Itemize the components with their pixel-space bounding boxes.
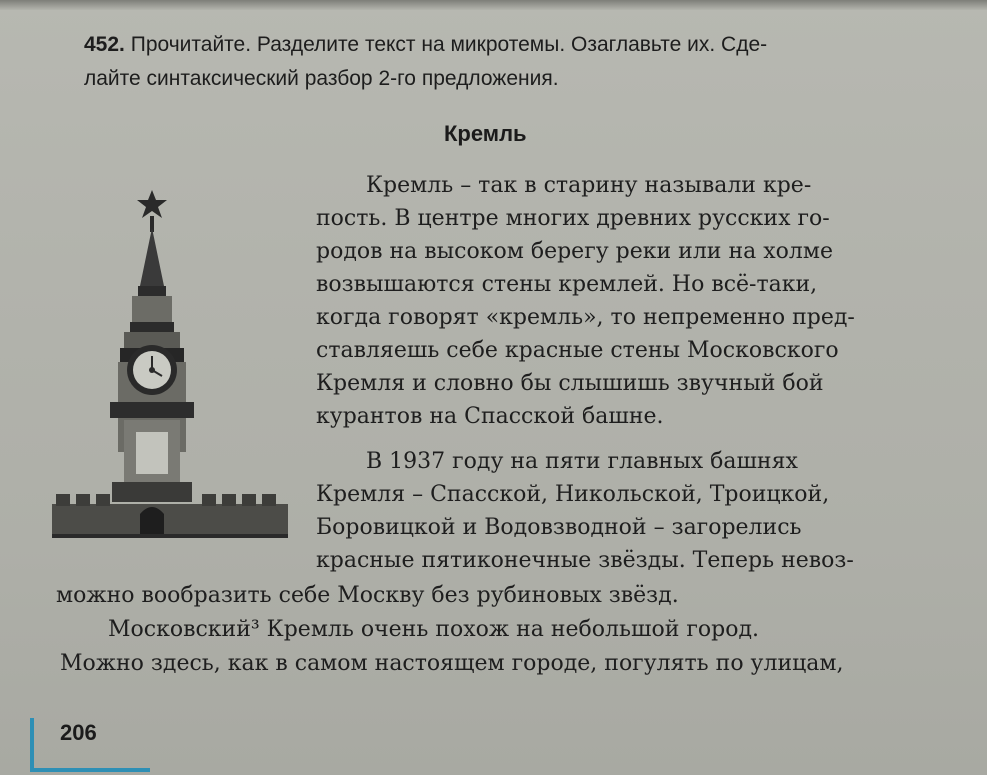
text-line-6: ставляешь себе красные стены Московского — [316, 338, 839, 363]
text-line-1: Кремль – так в старину называли кре- — [366, 173, 812, 198]
text-line-12: красные пятиконечные звёзды. Теперь невоз- — [316, 548, 854, 573]
kremlin-spasskaya-tower-icon — [52, 188, 288, 550]
text-line-10: Кремля – Спасской, Никольской, Троицкой, — [316, 482, 830, 507]
page-top-edge — [0, 0, 987, 10]
text-line-11: Боровицкой и Водовзводной – загорелись — [316, 515, 802, 540]
text-line-3: родов на высоком берегу реки или на холме — [316, 239, 833, 264]
text-title: Кремль — [444, 121, 527, 146]
text-line-8: курантов на Спасской башне. — [316, 404, 664, 429]
task-line-1 — [84, 28, 964, 62]
text-line-9: В 1937 году на пяти главных башнях — [366, 449, 798, 474]
text-line-5: когда говорят «кремль», то непременно пред- — [316, 305, 855, 330]
text-line-15: Можно здесь, как в самом настоящем городе, погулять по улицам, — [60, 651, 844, 676]
text-line-14: Московский³ Кремль очень похож на небольшой город. — [108, 617, 759, 642]
task-instruction-1: Прочитайте. Разделите текст на микротемы. Озаглавьте их. Сде- — [130, 33, 768, 56]
text-line-2: пость. В центре многих древних русских го- — [316, 206, 830, 231]
text-line-13: можно вообразить себе Москву без рубиновых звёзд. — [56, 583, 679, 608]
page-number: 206 — [60, 720, 97, 745]
text-line-4: возвышаются стены кремлей. Но всё-таки, — [316, 272, 818, 297]
task-number: 452. — [84, 33, 125, 56]
text-line-7: Кремля и словно бы слышишь звучный бой — [316, 371, 824, 396]
task-instruction-2: лайте синтаксический разбор 2-го предложения. — [84, 67, 559, 90]
exercise-task — [84, 28, 964, 96]
